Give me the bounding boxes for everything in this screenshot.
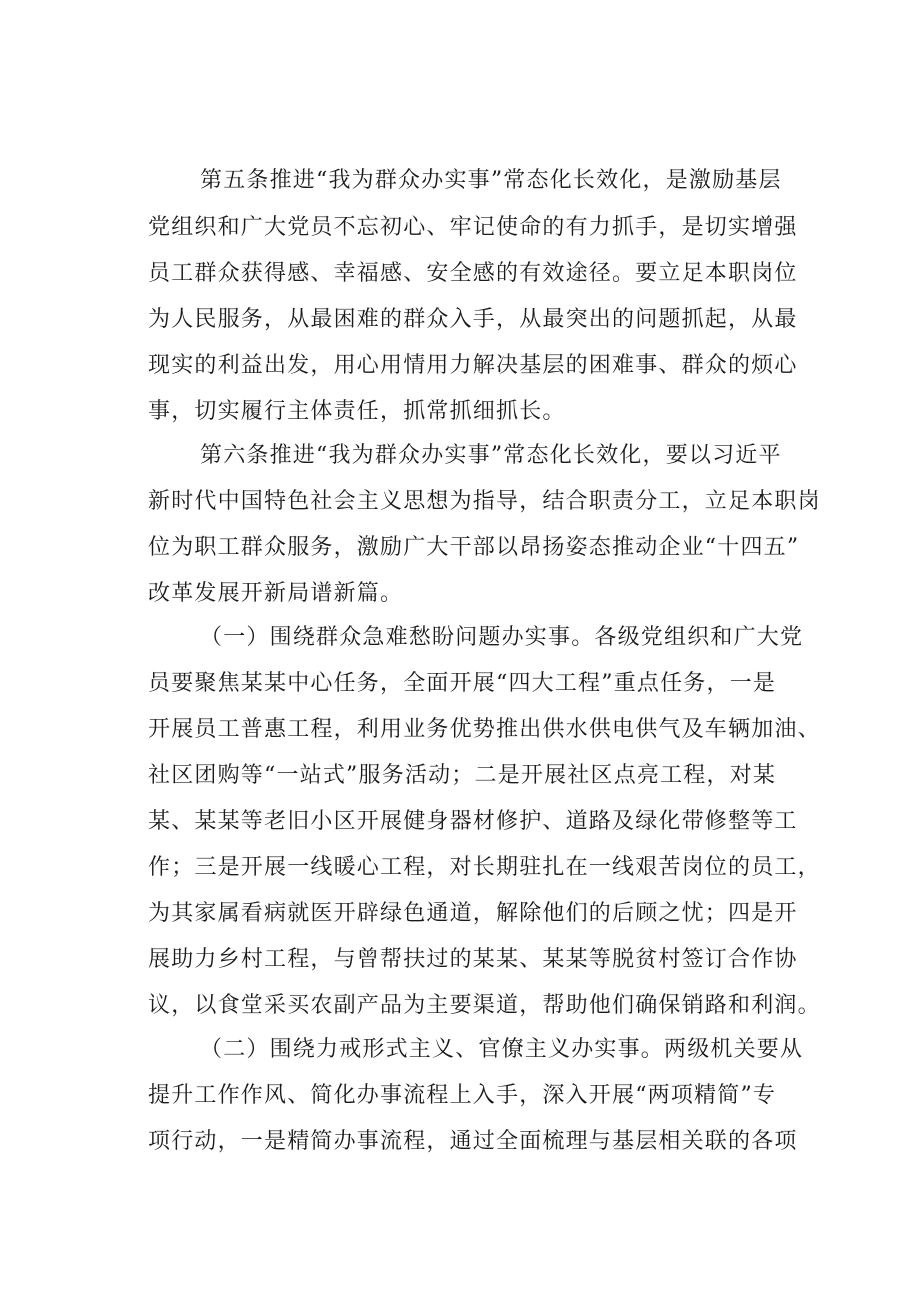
text-line: 改革发展开新局谱新篇。 <box>148 581 404 606</box>
text-line: 提升工作作风、简化办事流程上入手，深入开展“两项精简”专 <box>148 1083 777 1108</box>
text-line: 为人民服务，从最困难的群众入手，从最突出的问题抓起，从最 <box>148 307 798 332</box>
text-line: 员要聚焦某某中心任务，全面开展“四大工程”重点任务，一是 <box>148 671 777 696</box>
text-line: （二）围绕力戒形式主义、官僚主义办实事。两级机关要从 <box>200 1037 804 1062</box>
text-line: 某、某某等老旧小区开展健身器材修护、道路及绿化带修整等工 <box>148 809 798 834</box>
text-line: 作；三是开展一线暖心工程，对长期驻扎在一线艰苦岗位的员工， <box>148 855 821 880</box>
text-line: 事，切实履行主体责任，抓常抓细抓长。 <box>148 399 566 424</box>
text-line: 社区团购等“一站式”服务活动；二是开展社区点亮工程，对某 <box>148 763 777 788</box>
text-line: 展助力乡村工程，与曾帮扶过的某某、某某等脱贫村签订合作协 <box>148 947 798 972</box>
text-line: 现实的利益出发，用心用情用力解决基层的困难事、群众的烦心 <box>148 353 798 378</box>
text-line: 位为职工群众服务，激励广大干部以昂扬姿态推动企业“十四五” <box>148 535 800 560</box>
text-line: 第五条推进“我为群众办实事”常态化长效化，是激励基层 <box>200 168 782 193</box>
text-line: 员工群众获得感、幸福感、安全感的有效途径。要立足本职岗位 <box>148 261 798 286</box>
text-line: 议，以食堂采买农副产品为主要渠道，帮助他们确保销路和利润。 <box>148 993 821 1018</box>
text-line: 开展员工普惠工程，利用业务优势推出供水供电供气及车辆加油、 <box>148 717 821 742</box>
text-line: 第六条推进“我为群众办实事”常态化长效化，要以习近平 <box>200 443 782 468</box>
text-line: （一）围绕群众急难愁盼问题办实事。各级党组织和广大党 <box>200 625 804 650</box>
text-line: 党组织和广大党员不忘初心、牢记使命的有力抓手，是切实增强 <box>148 215 798 240</box>
text-line: 为其家属看病就医开辟绿色通道，解除他们的后顾之忧；四是开 <box>148 901 798 926</box>
text-line: 项行动，一是精简办事流程，通过全面梳理与基层相关联的各项 <box>148 1129 798 1154</box>
text-line: 新时代中国特色社会主义思想为指导，结合职责分工，立足本职岗 <box>148 489 821 514</box>
